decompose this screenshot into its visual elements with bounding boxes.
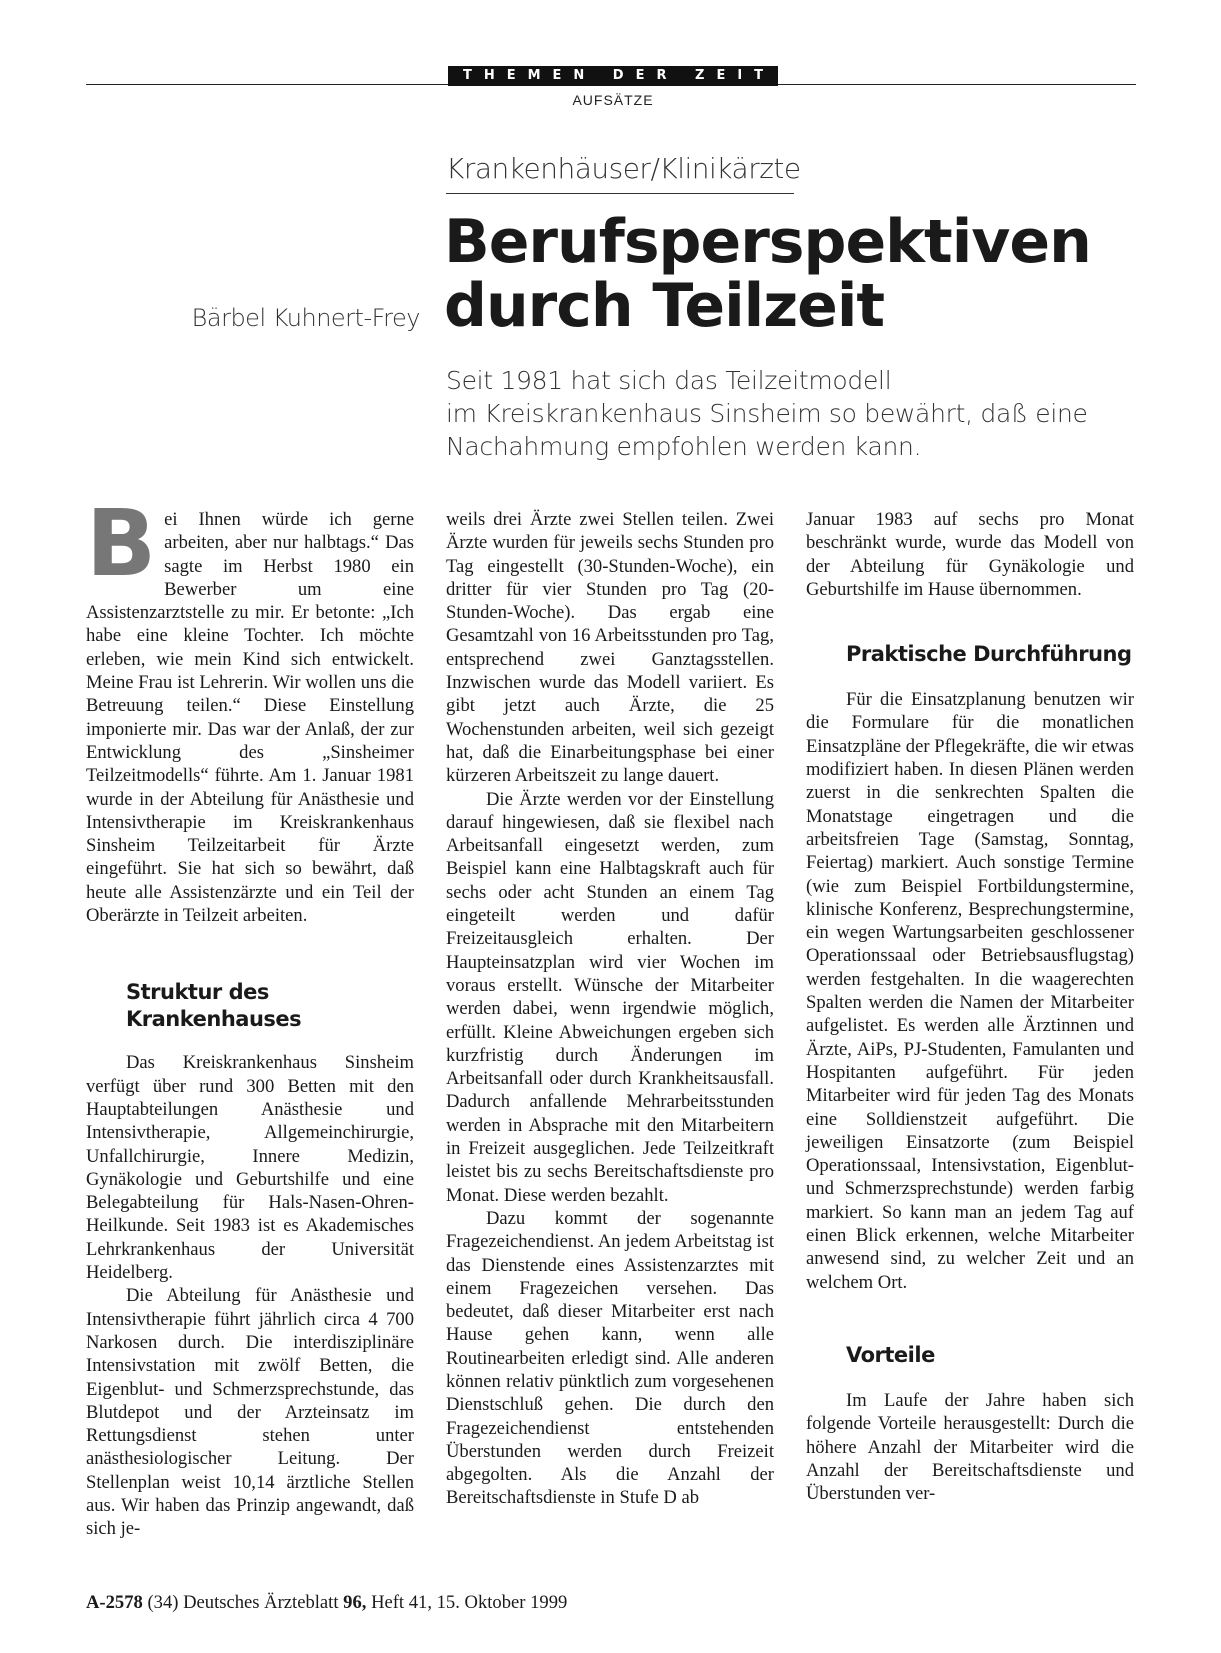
article-title — [444, 207, 1091, 341]
teaser-line-2: im Kreiskrankenhaus Sinsheim so bewährt, daß eine — [446, 399, 1088, 428]
section-heading-struktur — [86, 979, 414, 1033]
paragraph: Die Abteilung für Anästhesie und Intensivtherapie führt jährlich circa 4 700 Narkosen durch. Die interdisziplinäre Intensivstation mit zwölf Betten, die Eigenblut- und Schmerzsprechstunde, das Blutdepot und der Arzteinsatz im Rettungsdienst stehen unter anästhesiologischer Leitung. Der Stellenplan weist 10,14 ärztliche Stellen aus. Wir haben das Prinzip angewandt, daß sich je- — [86, 1285, 414, 1540]
subsection-label: AUFSÄTZE — [572, 92, 654, 108]
kicker-rule — [446, 193, 794, 194]
section-band: THEMEN DER ZEIT — [448, 66, 778, 86]
drop-cap: B — [86, 490, 157, 597]
footer-volume: 96, — [343, 1592, 367, 1613]
text-column-1 — [86, 490, 414, 1541]
article-kicker: Krankenhäuser/Klinikärzte — [446, 152, 801, 185]
paragraph: Die Ärzte werden vor der Einstellung darauf hingewiesen, daß sie flexibel nach Arbeitsanfall eingesetzt werden, zum Beispiel kann eine Halbtagskraft auch für sechs oder acht Stunden an einem Tag eingeteilt werden und dafür Freizeitausgleich erhalten. Der Haupteinsatzplan wird vier Wochen im voraus erstellt. Wünsche der Mitarbeiter werden dabei, wenn irgendwie möglich, erfüllt. Kleine Abweichungen ergeben sich kurzfristig durch Änderungen im Arbeitsanfall oder durch Krankheitsausfall. Dadurch anfallende Mehrarbeitsstunden werden in Absprache mit den Mitarbeitern in Freizeit ausgeglichen. Jede Teilzeitkraft leistet bis zu sechs Bereitschaftsdienste pro Monat. Diese werden bezahlt. — [446, 788, 774, 1206]
section-heading-vorteile: Vorteile — [846, 1342, 935, 1367]
text-column-2 — [446, 508, 774, 1510]
paragraph: Dazu kommt der sogenannte Fragezeichendienst. An jedem Arbeitstag ist das Dienstende eines Assistenzarztes mit einem Fragezeichen versehen. Das bedeutet, daß dieser Mitarbeiter erst nach Hause gehen kann, wenn alle Routinearbeiten erledigt sind. Alle anderen können relativ pünktlich zum vorgesehenen Dienstschluß gehen. Die durch den Fragezeichendienst entstehenden Überstunden werden durch Freizeit abgegolten. Als die Anzahl der Bereitschaftsdienste in Stufe D ab — [446, 1207, 774, 1509]
teaser-line-1: Seit 1981 hat sich das Teilzeitmodell — [446, 366, 892, 395]
paragraph: Das Kreiskrankenhaus Sinsheim verfügt über rund 300 Betten mit den Hauptabteilungen Anästhesie und Intensivtherapie, Allgemeinchirurgie, Unfallchirurgie, Innere Medizin, Gynäkologie und Geburtshilfe und eine Belegabteilung für Hals-Nasen-Ohren-Heilkunde. Seit 1983 ist es Akademisches Lehrkrankenhaus der Universität Heidelberg. — [86, 1052, 414, 1284]
footer-issue: Heft 41, 15. Oktober 1999 — [371, 1592, 568, 1613]
paragraph: Im Laufe der Jahre haben sich folgende Vorteile herausgestellt: Durch die höhere Anzahl der Mitarbeiter wird die Anzahl der Bereitschaftsdienste und Überstunden ver- — [806, 1389, 1134, 1505]
text-column-3 — [806, 508, 1134, 1505]
paragraph: ei Ihnen würde ich gerne arbeiten, aber nur halbtags.“ Das sagte im Herbst 1980 ein Bewerber um eine Assistenzarztstelle zu mir. Er betonte: „Ich habe eine kleine Tochter. Ich möchte erleben, wie mein Kind sich entwickelt. Meine Frau ist Lehrerin. Wir wollen uns die Betreuung teilen.“ Diese Einstellung imponierte mir. Das war der Anlaß, der zur Entwicklung des „Sinsheimer Teilzeitmodells“ führte. Am 1. Januar 1981 wurde in der Abteilung für Anästhesie und Intensivtherapie im Kreiskrankenhaus Sinsheim Teilzeitarbeit für Ärzte eingeführt. Sie hat sich so bewährt, daß heute alle Assistenzärzte und ein Teil der Oberärzte in Teilzeit arbeiten. — [86, 509, 414, 927]
heading-line: Struktur des — [126, 980, 269, 1005]
paragraph: weils drei Ärzte zwei Stellen teilen. Zwei Ärzte wurden für jeweils sechs Stunden pro Tag eingestellt (30-Stunden-Woche), ein dritter für vier Stunden pro Tag (20-Stunden-Woche). Das ergab eine Gesamtzahl von 16 Arbeitsstunden pro Tag, entsprechend zwei Ganztagsstellen. Inzwischen wurde das Modell variiert. Es gibt jetzt auch Ärzte, die 25 Wochenstunden arbeiten, weil sich gezeigt hat, daß die Einarbeitungsphase bei einer kürzeren Arbeitszeit zu lange dauert. — [446, 509, 774, 787]
paragraph: Januar 1983 auf sechs pro Monat beschränkt wurde, wurde das Modell von der Abteilung für Gynäkologie und Geburtshilfe im Hause übernommen. — [806, 509, 1134, 600]
page-code: A-2578 — [86, 1592, 143, 1613]
section-heading-durchfuehrung: Praktische Durchführung — [846, 642, 1132, 667]
teaser-line-3: Nachahmung empfohlen werden kann. — [446, 432, 922, 461]
title-line-2: durch Teilzeit — [444, 271, 885, 341]
heading-line: Krankenhauses — [126, 1007, 302, 1032]
page-footer — [86, 1592, 567, 1614]
article-teaser — [446, 364, 1086, 463]
author-name: Bärbel Kuhnert-Frey — [191, 304, 420, 332]
footer-journal: (34) Deutsches Ärzteblatt — [147, 1592, 339, 1613]
paragraph: Für die Einsatzplanung benutzen wir die Formulare für die monatlichen Einsatzpläne der Pflegekräfte, die wir etwas modifiziert haben. In diesen Plänen werden zuerst in die senkrechten Spalten die Monatstage eingetragen und die arbeitsfreien Tage (Samstag, Sonntag, Feiertag) markiert. Auch sonstige Termine (wie zum Beispiel Fortbildungstermine, klinische Konferenz, Besprechungstermine, ein wegen Wartungsarbeiten geschlossener Operationssaal oder Betriebsausflugstag) werden festgehalten. In die waagerechten Spalten werden die Namen der Mitarbeiter aufgelistet. Es werden alle Ärztinnen und Ärzte, AiPs, PJ-Studenten, Famulanten und Hospitanten aufgeführt. Für jeden Mitarbeiter wird für jeden Tag des Monats eine Solldienstzeit aufgeführt. Die jeweiligen Einsatzorte (zum Beispiel Operationssaal, Intensivstation, Eigenblut- und Schmerzsprechstunde) werden farbig markiert. So kann man an jedem Tag auf einen Blick erkennen, welche Mitarbeiter anwesend sind, zu welcher Zeit und an welchem Ort. — [806, 689, 1134, 1293]
title-line-1: Berufsperspektiven — [444, 207, 1091, 277]
